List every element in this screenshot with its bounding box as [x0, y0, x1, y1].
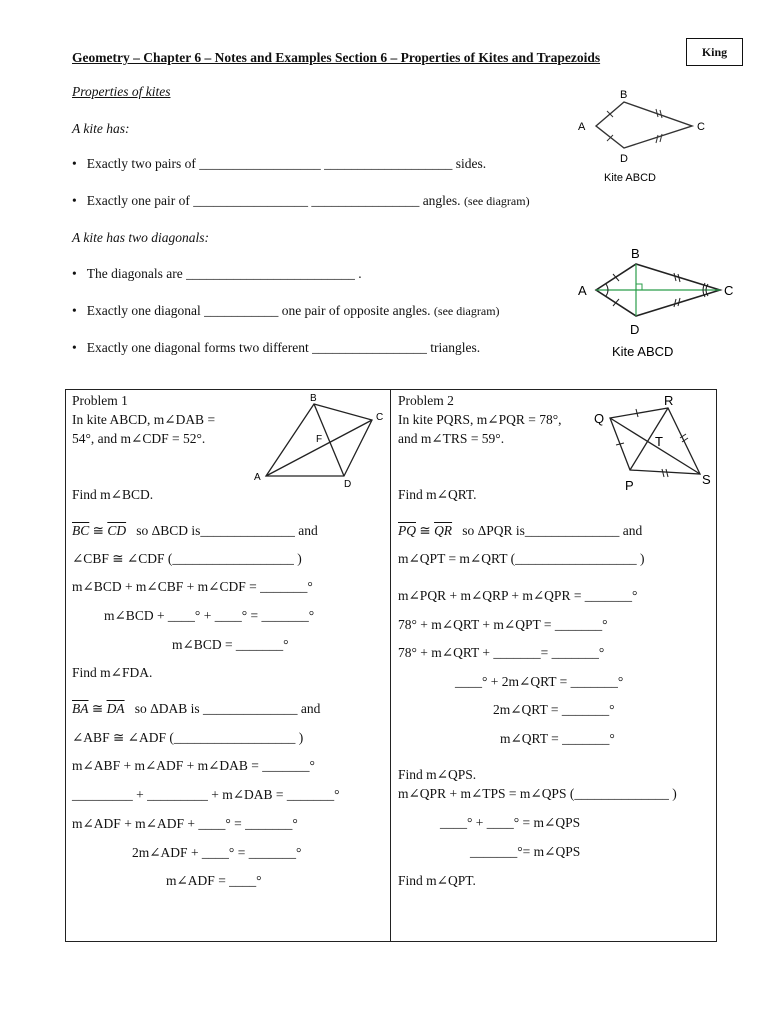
problem1-eq-3: m∠BCD = _______° [172, 637, 289, 652]
teacher-name-box: King [686, 38, 743, 66]
problem2-eq-2: 78° + m∠QRT + m∠QPT = _______° [398, 617, 608, 632]
problem2-eq-9: _______°= m∠QPS [470, 844, 581, 859]
vertex-label: A [254, 472, 261, 483]
bullet-triangles-text: Exactly one diagonal forms two different _________________ triangles. [86, 340, 481, 355]
problem1-eq-7: 2m∠ADF + ____° = _______° [132, 845, 302, 860]
bullet-angles-note: (see diagram) [463, 194, 530, 208]
diagram-caption: Kite ABCD [612, 344, 674, 359]
section-heading-kites: Properties of kites [72, 84, 171, 99]
congruent-symbol: ≅ [91, 701, 104, 716]
problem1-eq-6: m∠ADF + m∠ADF + ____° = _______° [72, 816, 298, 831]
problem1-find-fda: Find m∠FDA. [72, 665, 153, 680]
problem2-find-qps: Find m∠QPS. [398, 767, 477, 782]
kite-diagram-1 [570, 86, 710, 186]
congruent-symbol: ≅ [419, 523, 431, 538]
vertex-label: A [578, 283, 587, 298]
problem1-angle-congruence-1: ∠CBF ≅ ∠CDF (__________________ ) [72, 551, 302, 566]
vertex-label: C [376, 412, 384, 423]
vertex-label: B [310, 393, 317, 404]
problem1-find-bcd: Find m∠BCD. [72, 487, 154, 502]
problem2-eq-1: m∠PQR + m∠QRP + m∠QPR = _______° [398, 588, 638, 603]
bullet-angles: • Exactly one pair of _________________ ________________ angles. (see diagram) [72, 193, 530, 208]
bullet-triangles: • Exactly one diagonal forms two different _________________ triangles. [72, 340, 481, 355]
vertex-label: C [697, 121, 705, 133]
kite-diagram-2 [570, 244, 735, 362]
segment-cd: $\overline{CD}$ [107, 523, 127, 538]
bullet-bisects-text: Exactly one diagonal ___________ one pair of opposite angles. [86, 303, 431, 318]
page-title: Geometry – Chapter 6 – Notes and Examples Section 6 – Properties of Kites and Trapezoids [72, 50, 601, 65]
diagonals-label: A kite has two diagonals: [72, 230, 209, 245]
problem1-so-2: so ΔDAB is ______________ and [134, 701, 321, 716]
vertex-label: D [344, 479, 352, 488]
problem1-given-1: In kite ABCD, m∠DAB = [72, 412, 216, 427]
vertex-label: B [620, 89, 628, 101]
problem1-title: Problem 1 [72, 393, 128, 408]
problem2-so-1: so ΔPQR is______________ and [462, 523, 643, 538]
bullet-bisects: • Exactly one diagonal ___________ one pair of opposite angles. (see diagram) [72, 303, 500, 318]
kite-has-label: A kite has: [72, 121, 130, 136]
bullet-diagonals-text: The diagonals are _________________________ . [86, 266, 362, 281]
right-angle-mark [636, 284, 642, 290]
vertex-label: D [620, 153, 628, 165]
problem2-find-qrt: Find m∠QRT. [398, 487, 477, 502]
problem2-find-qpt: Find m∠QPT. [398, 873, 476, 888]
problem1-angle-congruence-2: ∠ABF ≅ ∠ADF (__________________ ) [72, 730, 304, 745]
segment-da: $\overline{DA}$ [106, 701, 125, 716]
problem1-eq-4: m∠ABF + m∠ADF + m∠DAB = _______° [72, 758, 315, 773]
problem1-so-1: so ΔBCD is______________ and [136, 523, 318, 538]
problem2-eq-8: ____° + ____° = m∠QPS [440, 815, 581, 830]
problem1-eq-8: m∠ADF = ____° [166, 873, 262, 888]
bullet-sides: • Exactly two pairs of __________________ ___________________ sides. [72, 156, 487, 171]
vertex-label: B [631, 246, 640, 261]
bullet-sides-text: Exactly two pairs of __________________ ___________________ sides. [86, 156, 487, 171]
problem2-given-1: In kite PQRS, m∠PQR = 78°, [398, 412, 562, 427]
problem1-congruence-2 [72, 701, 320, 717]
problem2-eq-7: m∠QPR + m∠TPS = m∠QPS (______________ ) [398, 786, 677, 801]
diagram-caption: Kite ABCD [604, 172, 656, 184]
problem1-congruence-1 [72, 523, 318, 539]
vertex-label: T [655, 434, 663, 449]
problem2-given-2: and m∠TRS = 59°. [398, 431, 505, 446]
vertex-label: R [664, 393, 674, 408]
bullet-angles-text: Exactly one pair of _________________ ________________ angles. [86, 193, 461, 208]
vertex-label: P [625, 478, 634, 492]
vertex-label: A [578, 121, 586, 133]
problem2-title: Problem 2 [398, 393, 454, 408]
vertex-label: S [702, 472, 711, 487]
problem2-eq-6: m∠QRT = _______° [500, 731, 615, 746]
vertex-label: C [724, 283, 734, 298]
segment-bc: $\overline{BC}$ [72, 523, 90, 538]
problem2-eq-4: ____° + 2m∠QRT = _______° [455, 674, 624, 689]
problem2-angle-equality: m∠QPT = m∠QRT (__________________ ) [398, 551, 645, 566]
problems-divider [390, 389, 391, 942]
problem1-eq-5: _________ + _________ + m∠DAB = _______° [72, 787, 340, 802]
vertex-label: D [630, 322, 640, 337]
vertex-label: F [316, 434, 323, 445]
congruent-symbol: ≅ [92, 523, 104, 538]
problem2-eq-5: 2m∠QRT = _______° [493, 702, 615, 717]
problem2-eq-3: 78° + m∠QRT + _______= _______° [398, 645, 605, 660]
problem1-given-2: 54°, and m∠CDF = 52°. [72, 431, 206, 446]
problem2-diagram [592, 392, 714, 492]
problem1-eq-2: m∠BCD + ____° + ____° = _______° [104, 608, 315, 623]
problem2-congruence-1 [398, 523, 642, 539]
problem1-eq-1: m∠BCD + m∠CBF + m∠CDF = _______° [72, 579, 313, 594]
segment-pq: $\overline{PQ}$ [398, 523, 416, 538]
bullet-bisects-note: (see diagram) [433, 304, 500, 318]
vertex-label: Q [594, 411, 605, 426]
segment-ba: $\overline{BA}$ [72, 701, 89, 716]
bullet-diagonals: • The diagonals are _________________________ . [72, 266, 362, 281]
problem1-diagram [252, 392, 388, 488]
segment-qr: $\overline{QR}$ [434, 523, 453, 538]
